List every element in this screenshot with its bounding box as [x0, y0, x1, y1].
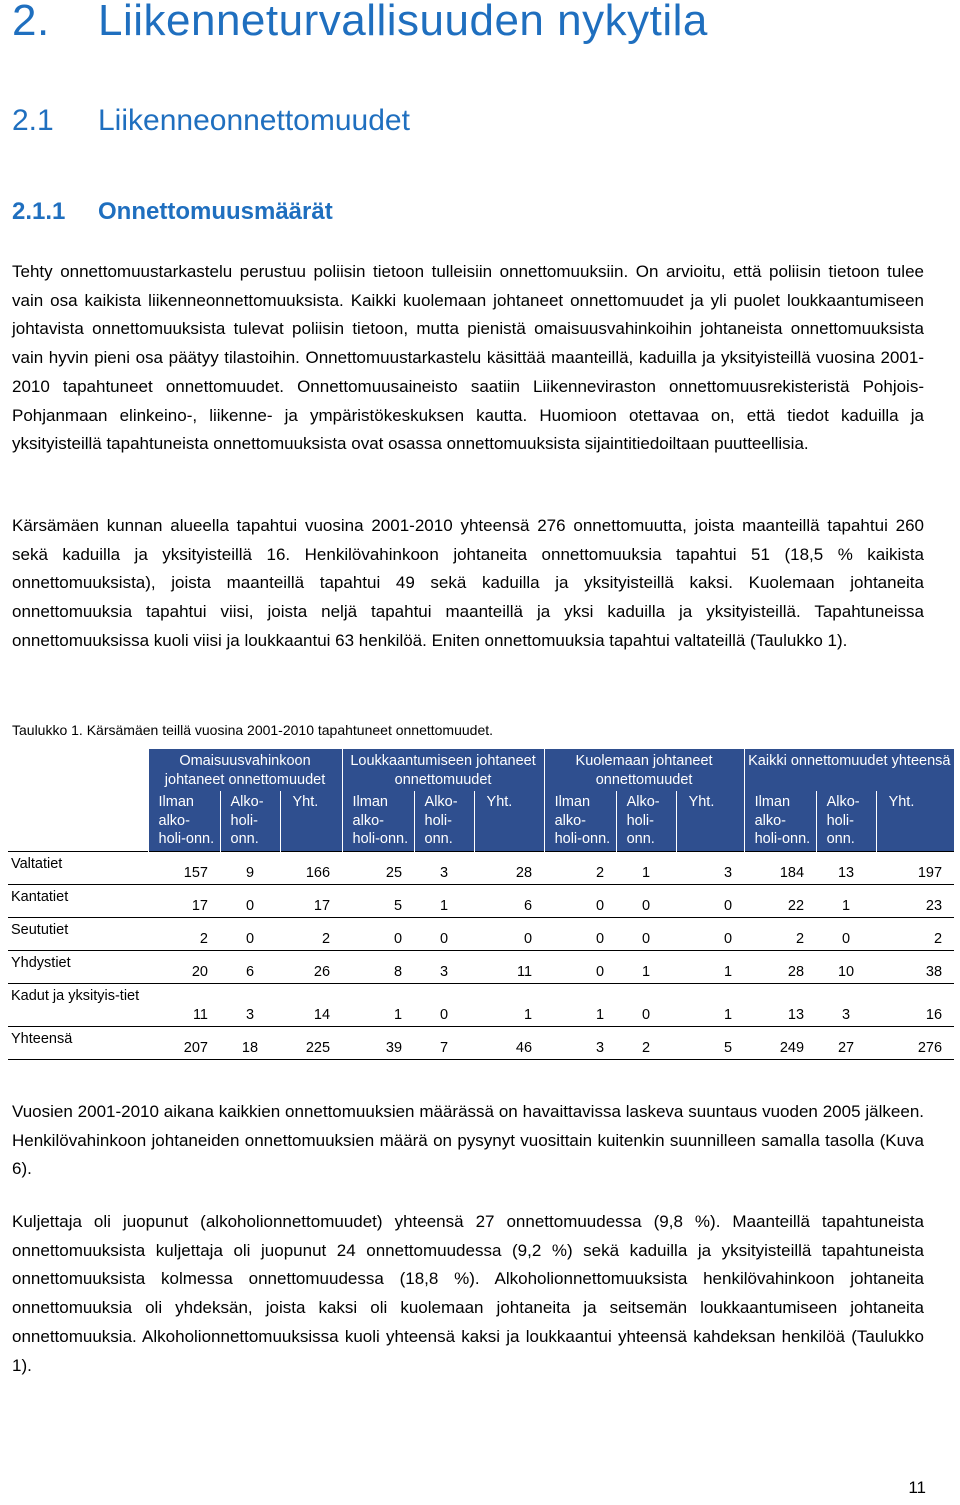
- table-cell: 2: [876, 917, 954, 950]
- table-cell: 6: [474, 884, 544, 917]
- table-cell: 0: [616, 983, 676, 1026]
- table-cell: 6: [220, 950, 280, 983]
- table-caption-label: Taulukko 1.: [12, 722, 83, 738]
- table-cell: 1: [676, 983, 744, 1026]
- table-cell: 20: [148, 950, 220, 983]
- table-cell: 13: [744, 983, 816, 1026]
- table-cell: 0: [616, 884, 676, 917]
- subsection-heading: [12, 198, 333, 226]
- table-cell: 46: [474, 1026, 544, 1059]
- table-cell: 0: [616, 917, 676, 950]
- table-cell: 5: [342, 884, 414, 917]
- row-label: Kadut ja yksityis-tiet: [8, 983, 148, 1026]
- table-cell: 17: [280, 884, 342, 917]
- table-cell: 1: [544, 983, 616, 1026]
- table-cell: 0: [220, 884, 280, 917]
- table-row: [8, 917, 954, 950]
- table-cell: 2: [280, 917, 342, 950]
- table-cell: 3: [414, 950, 474, 983]
- table-cell: 25: [342, 851, 414, 884]
- table-cell: 1: [342, 983, 414, 1026]
- group-header: Kuolemaan johtaneet onnettomuudet: [544, 749, 744, 791]
- accident-table: [8, 749, 954, 1060]
- table-cell: 166: [280, 851, 342, 884]
- paragraph-1: Tehty onnettomuustarkastelu perustuu poliisin tietoon tulleisiin onnettomuuksiin. On arvioitu, että poliisin tietoon tulee vain osa kaikista liikenneonnettomuuksista. Kaikki kuolemaan johtaneet onnettomuudet ja yli puolet loukkaantumiseen johtavista onnettomuuksista tulevat poliisin tietoon, mutta pienistä omaisuusvahinkoihin johtaneista onnettomuuksista vain hyvin pieni osa päätyy tilastoihin. Onnettomuustarkastelu käsittää maanteillä, kaduilla ja yksityisteillä vuosina 2001-2010 tapahtuneet onnettomuudet. Onnettomuusaineisto saatiin Liikenneviraston onnettomuusrekisteristä Pohjois-Pohjanmaan elinkeino-, liikenne- ja ympäristökeskuksen kautta. Huomioon otettavaa on, että tiedot kaduilla ja yksityisteillä tapahtuneista onnettomuuksista ovat osassa onnettomuuksista sijaintitiedoiltaan puutteellisia.: [12, 262, 924, 454]
- table-cell: 3: [414, 851, 474, 884]
- table-cell: 38: [876, 950, 954, 983]
- table-cell: 0: [816, 917, 876, 950]
- table-cell: 3: [220, 983, 280, 1026]
- table-cell: 225: [280, 1026, 342, 1059]
- table-cell: 0: [220, 917, 280, 950]
- table-cell: 0: [676, 884, 744, 917]
- table-cell: 0: [474, 917, 544, 950]
- paragraph-2: Kärsämäen kunnan alueella tapahtui vuosina 2001-2010 yhteensä 276 onnettomuutta, joista maanteillä tapahtui 260 sekä kaduilla ja yksityisteillä 16. Henkilövahinkoon johtaneita onnettomuuksia tapahtui 51 (18,5 % kaikista onnettomuuksista), joista maanteillä tapahtui 49 sekä kaduilla ja yksityisteillä kaksi. Kuolemaan johtaneita onnettomuuksia tapahtui viisi, joista neljä tapahtui maanteillä ja yksi kaduilla ja yksityisteillä. Tapahtuneissa onnettomuuksissa kuoli viisi ja loukkaantui 63 henkilöä. Eniten onnettomuuksia tapahtui valtateillä (Taulukko 1).: [12, 516, 924, 650]
- table-caption: [12, 722, 493, 738]
- row-label: Yhdystiet: [8, 950, 148, 983]
- table-cell: 28: [744, 950, 816, 983]
- table-cell: 27: [816, 1026, 876, 1059]
- table-cell: 39: [342, 1026, 414, 1059]
- subsection-title: Onnettomuusmäärät: [98, 198, 333, 225]
- subheader: Alko-holi-onn.: [616, 791, 676, 851]
- table-cell: 7: [414, 1026, 474, 1059]
- table-cell: 3: [544, 1026, 616, 1059]
- subheader: Yht.: [280, 791, 342, 851]
- table-cell: 0: [544, 950, 616, 983]
- table-cell: 1: [616, 851, 676, 884]
- group-header: Loukkaantumiseen johtaneet onnettomuudet: [342, 749, 544, 791]
- table-row: [8, 1026, 954, 1059]
- group-header: Kaikki onnettomuudet yhteensä: [744, 749, 954, 791]
- row-label: Valtatiet: [8, 851, 148, 884]
- table-cell: 0: [414, 983, 474, 1026]
- subheader: Ilman alko-holi-onn.: [744, 791, 816, 851]
- table-cell: 184: [744, 851, 816, 884]
- paragraph-4: Kuljettaja oli juopunut (alkoholionnettomuudet) yhteensä 27 onnettomuudessa (9,8 %). Maanteillä tapahtuneista onnettomuuksista kuljettaja oli juopunut 24 onnettomuudessa (9,2 %) sekä kaduilla ja yksityisteillä tapahtuneista onnettomuuksista kolmessa onnettomuudessa (18,8 %). Alkoholionnettomuuksista henkilövahinkoon johtaneita onnettomuuksia oli yhdeksän, joista kaksi oli kuolemaan johtaneita ja seitsemän loukkaantumiseen johtaneita onnettomuuksia. Alkoholionnettomuuksissa kuoli yhteensä kaksi ja loukkaantui yhteensä kahdeksan henkilöä (Taulukko 1).: [12, 1212, 924, 1375]
- table-cell: 0: [544, 917, 616, 950]
- table-cell: 2: [544, 851, 616, 884]
- row-label: Yhteensä: [8, 1026, 148, 1059]
- table-cell: 8: [342, 950, 414, 983]
- table-cell: 16: [876, 983, 954, 1026]
- table-cell: 1: [616, 950, 676, 983]
- table-cell: 0: [342, 917, 414, 950]
- table-cell: 197: [876, 851, 954, 884]
- table-cell: 1: [816, 884, 876, 917]
- row-label: Seututiet: [8, 917, 148, 950]
- table-cell: 3: [816, 983, 876, 1026]
- table-cell: 0: [544, 884, 616, 917]
- subheader: Ilman alko-holi-onn.: [544, 791, 616, 851]
- table-cell: 0: [676, 917, 744, 950]
- chapter-number: 2.: [12, 0, 50, 45]
- subheader: Alko-holi-onn.: [414, 791, 474, 851]
- chapter-heading: [12, 0, 708, 46]
- table-row: [8, 851, 954, 884]
- row-label: Kantatiet: [8, 884, 148, 917]
- chapter-title: Liikenneturvallisuuden nykytila: [98, 0, 708, 45]
- table-cell: 276: [876, 1026, 954, 1059]
- table-cell: 1: [474, 983, 544, 1026]
- table-cell: 207: [148, 1026, 220, 1059]
- table-cell: 26: [280, 950, 342, 983]
- subheader: Ilman alko-holi-onn.: [148, 791, 220, 851]
- section-heading: [12, 104, 410, 138]
- section-title: Liikenneonnettomuudet: [98, 104, 410, 137]
- table-cell: 9: [220, 851, 280, 884]
- table-cell: 11: [148, 983, 220, 1026]
- table-cell: 1: [676, 950, 744, 983]
- section-number: 2.1: [12, 104, 54, 137]
- table-row: [8, 884, 954, 917]
- table-row: [8, 983, 954, 1026]
- subheader: Yht.: [876, 791, 954, 851]
- subheader: Yht.: [474, 791, 544, 851]
- table-cell: 17: [148, 884, 220, 917]
- table-cell: 13: [816, 851, 876, 884]
- table-corner: [8, 749, 148, 851]
- table-cell: 0: [414, 917, 474, 950]
- table-cell: 2: [744, 917, 816, 950]
- table-cell: 1: [414, 884, 474, 917]
- subheader: Ilman alko-holi-onn.: [342, 791, 414, 851]
- table-cell: 23: [876, 884, 954, 917]
- table-cell: 22: [744, 884, 816, 917]
- subsection-number: 2.1.1: [12, 198, 66, 225]
- table-caption-text: Kärsämäen teillä vuosina 2001-2010 tapahtuneet onnettomuudet.: [86, 722, 494, 738]
- paragraph-3: Vuosien 2001-2010 aikana kaikkien onnettomuuksien määrässä on havaittavissa laskeva suuntaus vuoden 2005 jälkeen. Henkilövahinkoon johtaneiden onnettomuuksien määrä on pysynyt vuosittain kuitenkin suunnilleen samalla tasolla (Kuva 6).: [12, 1102, 924, 1179]
- subheader: Yht.: [676, 791, 744, 851]
- page-number: 11: [908, 1478, 926, 1497]
- table-row: [8, 950, 954, 983]
- table-cell: 11: [474, 950, 544, 983]
- group-header: Omaisuusvahinkoon johtaneet onnettomuudet: [148, 749, 342, 791]
- table-cell: 249: [744, 1026, 816, 1059]
- table-cell: 5: [676, 1026, 744, 1059]
- table-cell: 2: [148, 917, 220, 950]
- table-cell: 10: [816, 950, 876, 983]
- table-cell: 3: [676, 851, 744, 884]
- table-cell: 28: [474, 851, 544, 884]
- table-cell: 157: [148, 851, 220, 884]
- table-cell: 18: [220, 1026, 280, 1059]
- subheader: Alko-holi-onn.: [220, 791, 280, 851]
- table-cell: 14: [280, 983, 342, 1026]
- subheader: Alko-holi-onn.: [816, 791, 876, 851]
- table-cell: 2: [616, 1026, 676, 1059]
